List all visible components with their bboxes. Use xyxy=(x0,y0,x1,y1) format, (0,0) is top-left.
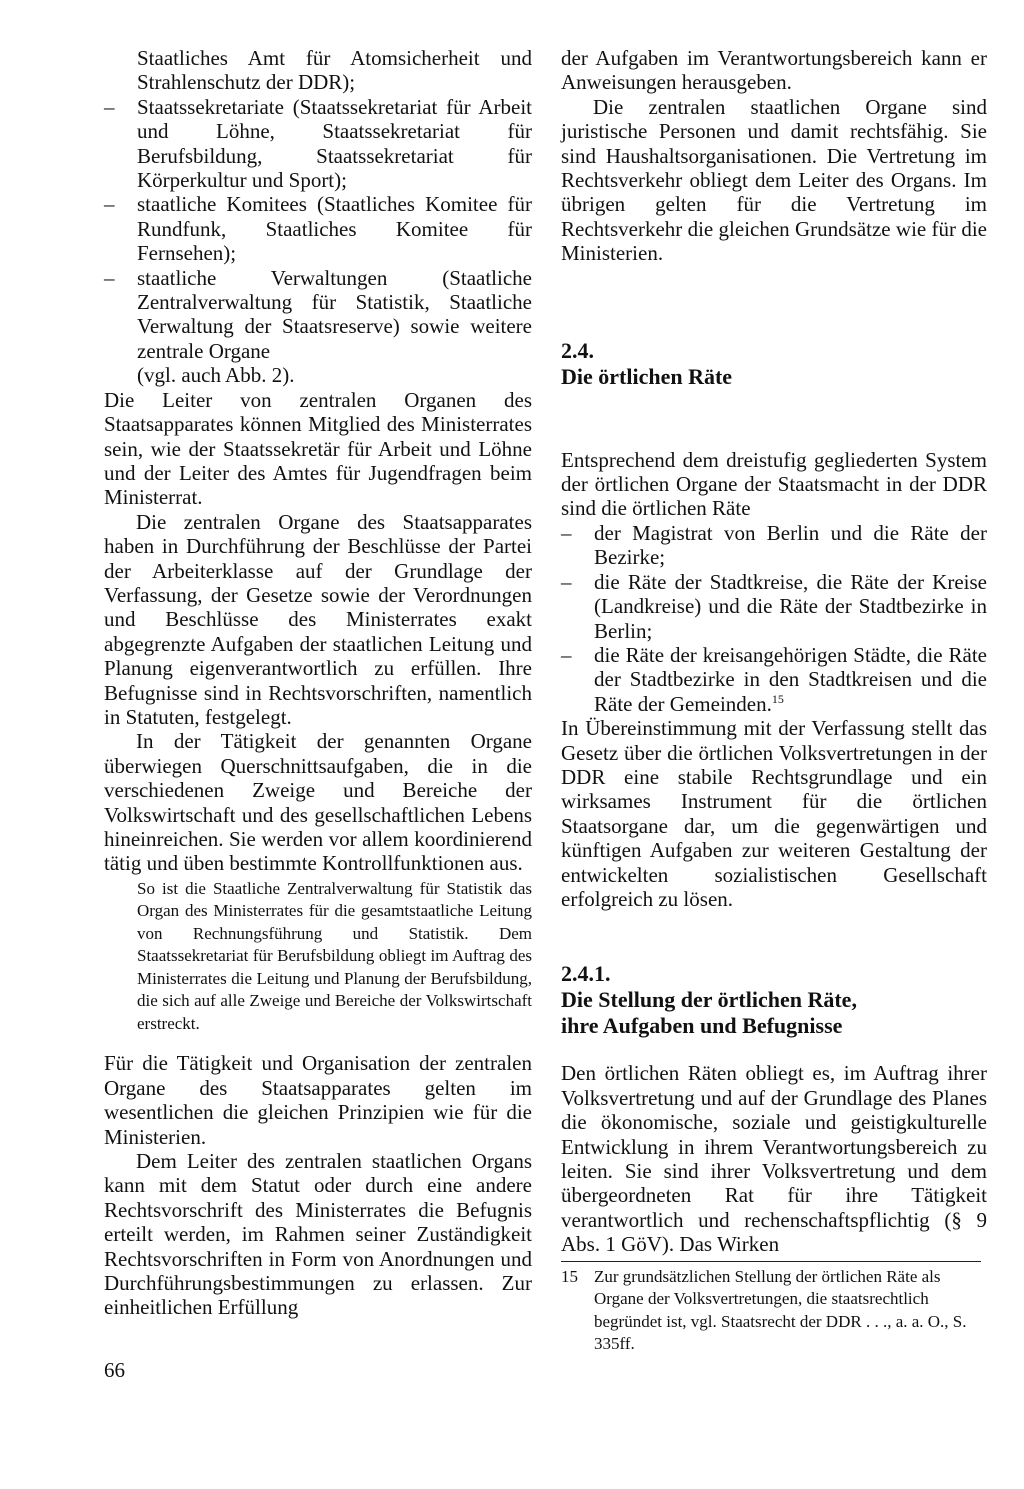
footnote xyxy=(561,1266,987,1356)
list-item xyxy=(561,643,987,716)
council-list xyxy=(561,521,987,716)
footnote-reference[interactable]: 15 xyxy=(771,691,784,706)
continued-list-line: Staatliches Amt für Atomsicherheit und Strahlenschutz der DDR); xyxy=(137,46,532,95)
list-item-text: die Räte der kreisangehörigen Städte, die Räte der Stadtbezirke in den Stadtkreisen und die Räte der Gemeinden. xyxy=(594,642,987,716)
section-heading-2-4-1 xyxy=(561,961,987,1039)
organ-list xyxy=(104,95,532,363)
right-column xyxy=(561,46,987,1356)
left-column xyxy=(104,46,532,1320)
list-item: – staatliche Verwaltungen (Staatliche Zentralverwaltung für Statistik, Staatliche Verwaltung der Staatsreserve) sowie weitere zentrale Organe xyxy=(104,266,532,364)
paragraph: In Übereinstimmung mit der Verfassung stellt das Gesetz über die örtlichen Volksvertretungen in der DDR eine stabile Rechtsgrundlage und ein wirksames Instrument für die örtlichen Staatsorgane dar, um die gegenwärtigen und künftigen Aufgaben zur weiteren Gestaltung der entwickelten sozialistischen Gesellschaft erfolgreich zu lösen. xyxy=(561,716,987,911)
list-item: – der Magistrat von Berlin und die Räte der Bezirke; xyxy=(561,521,987,570)
section-title-line: Die Stellung der örtlichen Räte, xyxy=(561,987,857,1013)
paragraph: Dem Leiter des zentralen staatlichen Organs kann mit dem Statut oder durch eine andere Rechtsvorschrift des Ministerrates die Befugnis erteilt werden, im Rahmen seiner Zuständigkeit Rechtsvorschriften in Form von Anordnungen und Durchführungsbestimmungen zu erlassen. Zur einheitlichen Erfüllung xyxy=(104,1148,532,1320)
page-number: 66 xyxy=(104,1358,125,1382)
paragraph: In der Tätigkeit der genannten Organe überwiegen Querschnittsaufgaben, die in die verschiedenen Zweige und Bereiche der Volkswirtschaft und des gesellschaftlichen Lebens hineinreichen. Sie werden vor allem koordinierend tätig und üben bestimmte Kontrollfunktionen aus. xyxy=(104,729,532,876)
paragraph: Die zentralen Organe des Staatsapparates haben in Durchführung der Beschlüsse der Partei der Arbeiterklasse auf der Grundlage der Verfassung, der Gesetze sowie der Verordnungen und Beschlüsse des Ministerrates exakt abgegrenzte Aufgaben der staatlichen Leitung und Planung eigenverantwortlich zu erfüllen. Ihre Befugnisse sind in Rechtsvorschriften, namentlich in Statuten, festgelegt. xyxy=(104,509,532,729)
list-tail: (vgl. auch Abb. 2). xyxy=(137,363,295,388)
footnote-text: Zur grundsätzlichen Stellung der örtlichen Räte als Organe der Volksvertretungen, die staatsrechtlich begründet ist, vgl. Staatsrecht der DDR . . ., a. a. O., S. 335ff. xyxy=(594,1266,967,1354)
example-note: So ist die Staatliche Zentralverwaltung für Statistik das Organ des Ministerrates für die gesamtstaatliche Leitung von Rechnungsführung und Statistik. Dem Staatssekretariat für Berufsbildung obliegt im Auftrag des Ministerrates die Leitung und Planung der Berufsbildung, die sich auf alle Zweige und Bereiche der Volkswirtschaft erstreckt. xyxy=(137,878,532,1033)
paragraph: Für die Tätigkeit und Organisation der zentralen Organe des Staatsapparates gelten im wesentlichen die gleichen Prinzipien wie für die Ministerien. xyxy=(104,1051,532,1149)
section-number: 2.4.1. xyxy=(561,961,611,987)
footnote-number: 15 xyxy=(561,1266,578,1286)
list-item: – staatliche Komitees (Staatliches Komitee für Rundfunk, Staatliches Komitee für Fernsehen); xyxy=(104,192,532,265)
section-number: 2.4. xyxy=(561,337,594,363)
list-item: – die Räte der Stadtkreise, die Räte der Kreise (Landkreise) und die Räte der Stadtbezirke in Berlin; xyxy=(561,570,987,643)
footnote-divider xyxy=(561,1261,981,1262)
paragraph: Den örtlichen Räten obliegt es, im Auftrag ihrer Volksvertretung und auf der Grundlage des Planes die ökonomische, soziale und geistigkulturelle Entwicklung in ihrem Verantwortungsbereich zu leiten. Sie sind ihrer Volksvertretung und dem übergeordneten Rat für ihre Tätigkeit verantwortlich und rechenschaftspflichtig (§ 9 Abs. 1 GöV). Das Wirken xyxy=(561,1061,987,1257)
paragraph: Entsprechend dem dreistufig gegliederten System der örtlichen Organe der Staatsmacht in der DDR sind die örtlichen Räte xyxy=(561,447,987,521)
section-title: Die örtlichen Räte xyxy=(561,363,733,389)
paragraph: Die zentralen staatlichen Organe sind juristische Personen und damit rechtsfähig. Sie sind Haushaltsorganisationen. Die Vertretung im Rechtsverkehr obliegt dem Leiter des Organs. Im übrigen gelten für die Vertretung im Rechtsverkehr die gleichen Grundsätze wie für die Ministerien. xyxy=(561,94,987,266)
continued-paragraph: der Aufgaben im Verantwortungsbereich kann er Anweisungen herausgeben. xyxy=(561,46,987,95)
section-heading-2-4 xyxy=(561,338,987,390)
section-title-line: ihre Aufgaben und Befugnisse xyxy=(561,1013,843,1039)
paragraph: Die Leiter von zentralen Organen des Staatsapparates können Mitglied des Ministerrates sein, wie der Staatssekretär für Arbeit und Löhne und der Leiter des Amtes für Jugendfragen beim Ministerrat. xyxy=(104,387,532,510)
list-item: – Staatssekretariate (Staatssekretariat für Arbeit und Löhne, Staatssekretariat für Berufsbildung, Staatssekretariat für Körperkultur und Sport); xyxy=(104,95,532,193)
